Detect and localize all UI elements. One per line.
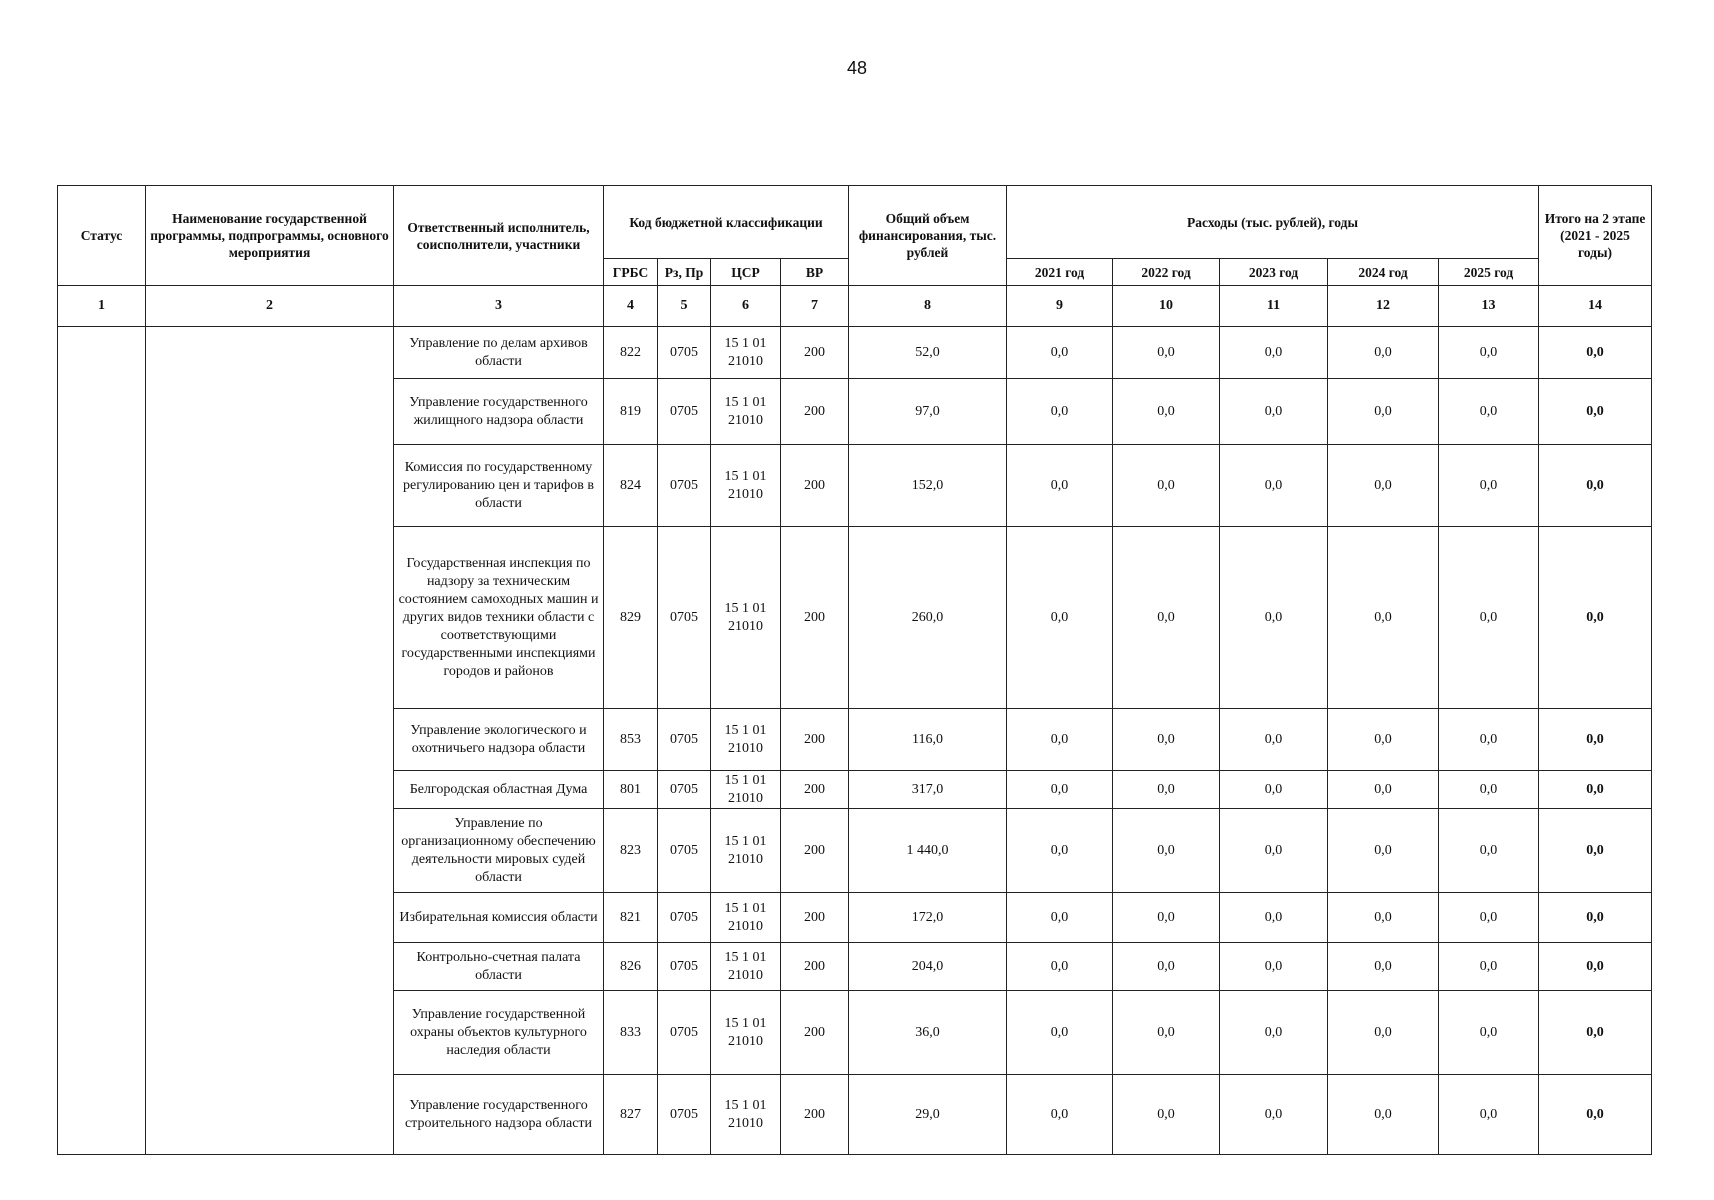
table-row bbox=[58, 327, 1652, 379]
column-number: 11 bbox=[1220, 286, 1328, 327]
year-2022-cell: 0,0 bbox=[1113, 893, 1220, 943]
column-number: 7 bbox=[781, 286, 849, 327]
total-volume-cell: 97,0 bbox=[849, 379, 1007, 445]
stage-total-cell: 0,0 bbox=[1539, 527, 1652, 709]
year-2021-cell: 0,0 bbox=[1007, 445, 1113, 527]
vr-cell: 200 bbox=[781, 943, 849, 991]
header-budget-code: Код бюджетной классификации bbox=[604, 186, 849, 259]
total-volume-cell: 260,0 bbox=[849, 527, 1007, 709]
total-volume-cell: 52,0 bbox=[849, 327, 1007, 379]
year-2025-cell: 0,0 bbox=[1439, 445, 1539, 527]
header-vr: ВР bbox=[781, 259, 849, 286]
csr-cell: 15 1 01 21010 bbox=[711, 893, 781, 943]
year-2021-cell: 0,0 bbox=[1007, 527, 1113, 709]
year-2021-cell: 0,0 bbox=[1007, 709, 1113, 771]
total-volume-cell: 152,0 bbox=[849, 445, 1007, 527]
csr-cell: 15 1 01 21010 bbox=[711, 327, 781, 379]
column-number: 9 bbox=[1007, 286, 1113, 327]
year-2025-cell: 0,0 bbox=[1439, 709, 1539, 771]
csr-cell: 15 1 01 21010 bbox=[711, 809, 781, 893]
executor-cell: Управление государственного строительного надзора области bbox=[394, 1075, 604, 1155]
stage-total-cell: 0,0 bbox=[1539, 991, 1652, 1075]
year-2023-cell: 0,0 bbox=[1220, 991, 1328, 1075]
status-cell bbox=[58, 327, 146, 1155]
year-2023-cell: 0,0 bbox=[1220, 893, 1328, 943]
rz-pr-cell: 0705 bbox=[658, 1075, 711, 1155]
grbs-cell: 826 bbox=[604, 943, 658, 991]
year-2024-cell: 0,0 bbox=[1328, 327, 1439, 379]
vr-cell: 200 bbox=[781, 771, 849, 809]
grbs-cell: 833 bbox=[604, 991, 658, 1075]
year-2023-cell: 0,0 bbox=[1220, 1075, 1328, 1155]
vr-cell: 200 bbox=[781, 893, 849, 943]
stage-total-cell: 0,0 bbox=[1539, 771, 1652, 809]
year-2022-cell: 0,0 bbox=[1113, 327, 1220, 379]
stage-total-cell: 0,0 bbox=[1539, 327, 1652, 379]
year-2024-cell: 0,0 bbox=[1328, 709, 1439, 771]
header-expenses: Расходы (тыс. рублей), годы bbox=[1007, 186, 1539, 259]
year-2023-cell: 0,0 bbox=[1220, 943, 1328, 991]
header-stage-total: Итого на 2 этапе (2021 - 2025 годы) bbox=[1539, 186, 1652, 286]
header-executor: Ответственный исполнитель, соисполнители, участники bbox=[394, 186, 604, 286]
year-2025-cell: 0,0 bbox=[1439, 893, 1539, 943]
csr-cell: 15 1 01 21010 bbox=[711, 709, 781, 771]
year-2022-cell: 0,0 bbox=[1113, 771, 1220, 809]
column-number: 2 bbox=[146, 286, 394, 327]
header-grbs: ГРБС bbox=[604, 259, 658, 286]
column-number: 5 bbox=[658, 286, 711, 327]
year-2022-cell: 0,0 bbox=[1113, 1075, 1220, 1155]
total-volume-cell: 29,0 bbox=[849, 1075, 1007, 1155]
grbs-cell: 821 bbox=[604, 893, 658, 943]
budget-table bbox=[57, 185, 1652, 1155]
year-2022-cell: 0,0 bbox=[1113, 527, 1220, 709]
year-2023-cell: 0,0 bbox=[1220, 771, 1328, 809]
rz-pr-cell: 0705 bbox=[658, 893, 711, 943]
executor-cell: Управление государственной охраны объектов культурного наследия области bbox=[394, 991, 604, 1075]
year-2025-cell: 0,0 bbox=[1439, 1075, 1539, 1155]
program-name-cell bbox=[146, 327, 394, 1155]
rz-pr-cell: 0705 bbox=[658, 709, 711, 771]
year-2022-cell: 0,0 bbox=[1113, 445, 1220, 527]
table-body bbox=[58, 286, 1652, 1155]
year-2022-cell: 0,0 bbox=[1113, 943, 1220, 991]
stage-total-cell: 0,0 bbox=[1539, 1075, 1652, 1155]
year-2024-cell: 0,0 bbox=[1328, 379, 1439, 445]
rz-pr-cell: 0705 bbox=[658, 991, 711, 1075]
year-2021-cell: 0,0 bbox=[1007, 809, 1113, 893]
year-2023-cell: 0,0 bbox=[1220, 379, 1328, 445]
executor-cell: Избирательная комиссия области bbox=[394, 893, 604, 943]
csr-cell: 15 1 01 21010 bbox=[711, 771, 781, 809]
header-row bbox=[58, 186, 1652, 259]
year-2023-cell: 0,0 bbox=[1220, 527, 1328, 709]
header-2024: 2024 год bbox=[1328, 259, 1439, 286]
stage-total-cell: 0,0 bbox=[1539, 379, 1652, 445]
grbs-cell: 827 bbox=[604, 1075, 658, 1155]
column-number: 8 bbox=[849, 286, 1007, 327]
header-csr: ЦСР bbox=[711, 259, 781, 286]
year-2023-cell: 0,0 bbox=[1220, 709, 1328, 771]
rz-pr-cell: 0705 bbox=[658, 771, 711, 809]
vr-cell: 200 bbox=[781, 527, 849, 709]
year-2021-cell: 0,0 bbox=[1007, 943, 1113, 991]
vr-cell: 200 bbox=[781, 809, 849, 893]
column-number: 1 bbox=[58, 286, 146, 327]
rz-pr-cell: 0705 bbox=[658, 379, 711, 445]
rz-pr-cell: 0705 bbox=[658, 327, 711, 379]
year-2024-cell: 0,0 bbox=[1328, 527, 1439, 709]
total-volume-cell: 116,0 bbox=[849, 709, 1007, 771]
grbs-cell: 819 bbox=[604, 379, 658, 445]
csr-cell: 15 1 01 21010 bbox=[711, 943, 781, 991]
rz-pr-cell: 0705 bbox=[658, 527, 711, 709]
grbs-cell: 829 bbox=[604, 527, 658, 709]
year-2025-cell: 0,0 bbox=[1439, 771, 1539, 809]
year-2021-cell: 0,0 bbox=[1007, 771, 1113, 809]
column-number: 6 bbox=[711, 286, 781, 327]
stage-total-cell: 0,0 bbox=[1539, 709, 1652, 771]
year-2024-cell: 0,0 bbox=[1328, 809, 1439, 893]
executor-cell: Управление экологического и охотничьего надзора области bbox=[394, 709, 604, 771]
total-volume-cell: 1 440,0 bbox=[849, 809, 1007, 893]
executor-cell: Государственная инспекция по надзору за техническим состоянием самоходных машин и других видов техники области с соответствующими государственными инспекциями городов и районов bbox=[394, 527, 604, 709]
vr-cell: 200 bbox=[781, 445, 849, 527]
year-2022-cell: 0,0 bbox=[1113, 379, 1220, 445]
year-2025-cell: 0,0 bbox=[1439, 991, 1539, 1075]
header-2021: 2021 год bbox=[1007, 259, 1113, 286]
total-volume-cell: 204,0 bbox=[849, 943, 1007, 991]
year-2024-cell: 0,0 bbox=[1328, 943, 1439, 991]
total-volume-cell: 36,0 bbox=[849, 991, 1007, 1075]
header-rz-pr: Рз, Пр bbox=[658, 259, 711, 286]
rz-pr-cell: 0705 bbox=[658, 809, 711, 893]
vr-cell: 200 bbox=[781, 1075, 849, 1155]
column-number-row bbox=[58, 286, 1652, 327]
stage-total-cell: 0,0 bbox=[1539, 445, 1652, 527]
vr-cell: 200 bbox=[781, 327, 849, 379]
year-2023-cell: 0,0 bbox=[1220, 327, 1328, 379]
header-2023: 2023 год bbox=[1220, 259, 1328, 286]
year-2021-cell: 0,0 bbox=[1007, 893, 1113, 943]
total-volume-cell: 172,0 bbox=[849, 893, 1007, 943]
year-2025-cell: 0,0 bbox=[1439, 809, 1539, 893]
header-program-name: Наименование государственной программы, подпрограммы, основного мероприятия bbox=[146, 186, 394, 286]
header-2025: 2025 год bbox=[1439, 259, 1539, 286]
grbs-cell: 822 bbox=[604, 327, 658, 379]
csr-cell: 15 1 01 21010 bbox=[711, 445, 781, 527]
year-2025-cell: 0,0 bbox=[1439, 943, 1539, 991]
header-2022: 2022 год bbox=[1113, 259, 1220, 286]
column-number: 13 bbox=[1439, 286, 1539, 327]
column-number: 3 bbox=[394, 286, 604, 327]
year-2024-cell: 0,0 bbox=[1328, 991, 1439, 1075]
year-2023-cell: 0,0 bbox=[1220, 809, 1328, 893]
csr-cell: 15 1 01 21010 bbox=[711, 991, 781, 1075]
vr-cell: 200 bbox=[781, 379, 849, 445]
year-2021-cell: 0,0 bbox=[1007, 1075, 1113, 1155]
year-2022-cell: 0,0 bbox=[1113, 991, 1220, 1075]
rz-pr-cell: 0705 bbox=[658, 445, 711, 527]
year-2023-cell: 0,0 bbox=[1220, 445, 1328, 527]
column-number: 14 bbox=[1539, 286, 1652, 327]
csr-cell: 15 1 01 21010 bbox=[711, 527, 781, 709]
header-total-volume: Общий объем финансирования, тыс. рублей bbox=[849, 186, 1007, 286]
column-number: 4 bbox=[604, 286, 658, 327]
executor-cell: Управление по делам архивов области bbox=[394, 327, 604, 379]
year-2025-cell: 0,0 bbox=[1439, 327, 1539, 379]
page-number: 48 bbox=[846, 58, 868, 78]
year-2022-cell: 0,0 bbox=[1113, 709, 1220, 771]
year-2025-cell: 0,0 bbox=[1439, 527, 1539, 709]
executor-cell: Белгородская областная Дума bbox=[394, 771, 604, 809]
executor-cell: Управление по организационному обеспечению деятельности мировых судей области bbox=[394, 809, 604, 893]
year-2022-cell: 0,0 bbox=[1113, 809, 1220, 893]
executor-cell: Управление государственного жилищного надзора области bbox=[394, 379, 604, 445]
stage-total-cell: 0,0 bbox=[1539, 893, 1652, 943]
stage-total-cell: 0,0 bbox=[1539, 809, 1652, 893]
column-number: 12 bbox=[1328, 286, 1439, 327]
year-2024-cell: 0,0 bbox=[1328, 1075, 1439, 1155]
csr-cell: 15 1 01 21010 bbox=[711, 379, 781, 445]
grbs-cell: 853 bbox=[604, 709, 658, 771]
stage-total-cell: 0,0 bbox=[1539, 943, 1652, 991]
vr-cell: 200 bbox=[781, 991, 849, 1075]
year-2024-cell: 0,0 bbox=[1328, 771, 1439, 809]
column-number: 10 bbox=[1113, 286, 1220, 327]
grbs-cell: 823 bbox=[604, 809, 658, 893]
year-2021-cell: 0,0 bbox=[1007, 327, 1113, 379]
total-volume-cell: 317,0 bbox=[849, 771, 1007, 809]
year-2025-cell: 0,0 bbox=[1439, 379, 1539, 445]
year-2024-cell: 0,0 bbox=[1328, 893, 1439, 943]
csr-cell: 15 1 01 21010 bbox=[711, 1075, 781, 1155]
year-2024-cell: 0,0 bbox=[1328, 445, 1439, 527]
grbs-cell: 801 bbox=[604, 771, 658, 809]
year-2021-cell: 0,0 bbox=[1007, 379, 1113, 445]
executor-cell: Контрольно-счетная палата области bbox=[394, 943, 604, 991]
grbs-cell: 824 bbox=[604, 445, 658, 527]
rz-pr-cell: 0705 bbox=[658, 943, 711, 991]
vr-cell: 200 bbox=[781, 709, 849, 771]
executor-cell: Комиссия по государственному регулированию цен и тарифов в области bbox=[394, 445, 604, 527]
year-2021-cell: 0,0 bbox=[1007, 991, 1113, 1075]
header-status: Статус bbox=[58, 186, 146, 286]
